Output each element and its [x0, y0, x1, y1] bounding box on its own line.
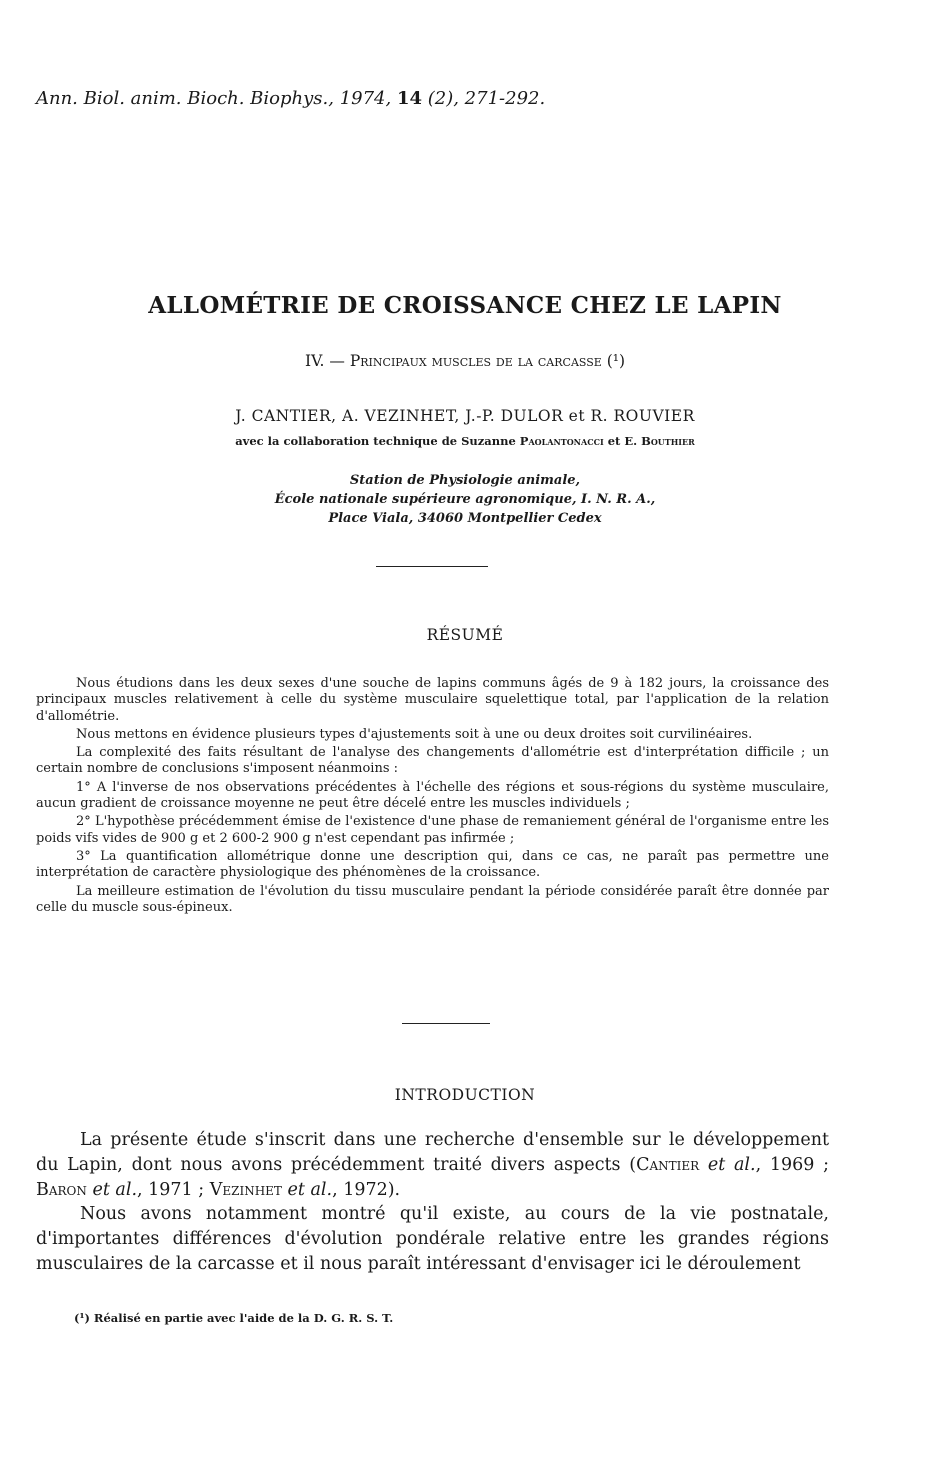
author-list: J. CANTIER, A. VEZINHET, J.-P. DULOR et R. ROUVIER [235, 407, 695, 425]
introduction-paragraph-1 [36, 1128, 829, 1202]
footnote-text: Réalisé en partie avec l'aide de la D. G. R. S. T. [89, 1311, 394, 1325]
intro-text: , 1971 ; [137, 1179, 210, 1200]
subtitle-numeral: IV. — [304, 352, 350, 370]
journal-name: Ann. Biol. anim. Bioch. Biophys. [36, 88, 329, 109]
introduction-paragraph-2: Nous avons notamment montré qu'il existe, au cours de la vie postnatale, d'importantes différences d'évolution pondérale relative entre les grandes régions musculaires de la carcasse et il nous paraît intéressant d'envisager ici le déroulement [36, 1204, 829, 1274]
resume-heading: RÉSUMÉ [426, 626, 504, 644]
collab-joiner: et E. [603, 434, 642, 448]
citation-etal: et al. [92, 1179, 138, 1200]
citation-author: Baron [36, 1179, 87, 1200]
affiliation-line-2: École nationale supérieure agronomique, I. N. R. A., [274, 492, 656, 507]
intro-text: La présente étude s'inscrit dans une recherche d'ensemble sur le développement du Lapin, dont nous avons précédemment traité divers aspects ( [36, 1130, 829, 1175]
article-title: ALLOMÉTRIE DE CROISSANCE CHEZ LE LAPIN [148, 292, 782, 319]
technical-collaboration [0, 434, 930, 448]
collab-prefix: avec la collaboration technique de Suzanne [235, 434, 520, 448]
introduction-body [36, 1128, 829, 1277]
citation-etal: et al. [287, 1179, 333, 1200]
affiliation-line-1: Station de Physiologie animale, [349, 473, 581, 488]
citation-author: Cantier [636, 1154, 700, 1175]
collab-name-2: Bouthier [641, 434, 695, 448]
citation-author: Vezinhet [209, 1179, 282, 1200]
resume-paragraph: 1° A l'inverse de nos observations précédentes à l'échelle des régions et sous-régions du système musculaire, aucun gradient de croissance moyenne ne peut être décelé entre les muscles individuels ; [36, 779, 829, 812]
citation-etal: et al. [707, 1154, 756, 1175]
separator-rule [376, 566, 488, 567]
intro-text: , 1969 ; [755, 1154, 830, 1175]
affiliation [0, 471, 930, 528]
subtitle-text: Principaux muscles de la carcasse [349, 352, 602, 370]
resume-body [36, 676, 829, 918]
resume-paragraph: Nous étudions dans les deux sexes d'une souche de lapins communs âgés de 9 à 182 jours, la croissance des principaux muscles relativement à celle du système musculaire squelettique total, par l'application de la relation d'allométrie. [36, 676, 829, 724]
journal-citation [36, 88, 545, 109]
separator-rule [402, 1023, 490, 1024]
citation-issue-pages: (2), 271-292. [422, 88, 546, 109]
affiliation-line-3: Place Viala, 34060 Montpellier Cedex [328, 511, 602, 526]
subtitle-footnote-mark: (¹) [601, 352, 626, 370]
intro-text: , 1972). [332, 1179, 401, 1200]
citation-year: , 1974, [328, 88, 397, 109]
resume-paragraph: Nous mettons en évidence plusieurs types d'ajustements soit à une ou deux droites soit curvilinéaires. [76, 726, 753, 742]
resume-paragraph: La meilleure estimation de l'évolution du tissu musculaire pendant la période considérée paraît être donnée par celle du muscle sous-épineux. [36, 883, 829, 915]
resume-paragraph: La complexité des faits résultant de l'analyse des changements d'allométrie est d'interprétation difficile ; un certain nombre de conclusions s'imposent néanmoins : [36, 745, 829, 777]
article-subtitle [0, 352, 930, 370]
introduction-heading: INTRODUCTION [394, 1086, 536, 1104]
resume-paragraph: 3° La quantification allométrique donne une description qui, dans ce cas, ne paraît pas permettre une interprétation de caractère physiologique des phénomènes de la croissance. [36, 848, 829, 881]
footnote-mark: (¹) [74, 1311, 90, 1325]
resume-paragraph: 2° L'hypothèse précédemment émise de l'existence d'une phase de remaniement général de l'organisme entre les poids vifs vides de 900 g et 2 600-2 900 g n'est cependant pas infirmée ; [36, 814, 829, 846]
collab-name-1: Paolantonacci [519, 434, 604, 448]
citation-volume: 14 [396, 88, 423, 109]
footnote [74, 1311, 393, 1325]
